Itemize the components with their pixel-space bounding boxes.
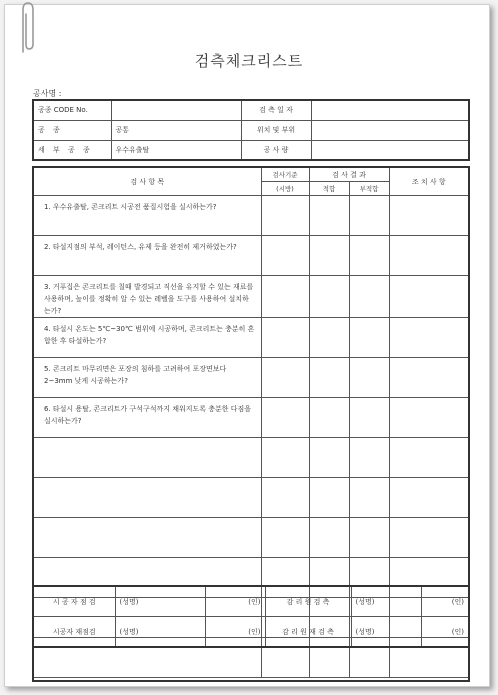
supervisor-name-field[interactable]: (성명) xyxy=(351,586,421,617)
signature-table xyxy=(32,585,470,648)
standard-cell[interactable] xyxy=(261,196,309,236)
col-header-result: 검 사 결 과 xyxy=(309,167,389,182)
fail-cell[interactable] xyxy=(349,196,389,236)
inspector-seal[interactable]: (인) xyxy=(205,586,265,617)
fail-cell[interactable] xyxy=(349,318,389,358)
inspection-date-value[interactable] xyxy=(311,100,469,120)
location-label: 위치 및 부위 xyxy=(241,120,311,140)
standard-cell[interactable] xyxy=(261,318,309,358)
inspector-label: 시 공 자 점 검 xyxy=(33,586,115,617)
fail-cell[interactable] xyxy=(349,276,389,318)
pass-cell[interactable] xyxy=(309,318,349,358)
supervisor-seal[interactable]: (인) xyxy=(421,617,469,648)
pass-cell[interactable] xyxy=(309,196,349,236)
standard-cell[interactable] xyxy=(261,236,309,276)
checklist-row xyxy=(33,236,469,276)
construction-label: 공 사 량 xyxy=(241,140,311,160)
col-header-pass: 적합 xyxy=(309,182,349,196)
action-cell[interactable] xyxy=(389,518,469,558)
standard-cell[interactable] xyxy=(261,518,309,558)
supervisor-seal[interactable]: (인) xyxy=(421,586,469,617)
col-header-standard: 검사기준 xyxy=(261,167,309,182)
document-title: 검측체크리스트 xyxy=(194,52,304,70)
checklist-item-text: 3. 거푸집은 콘크리트를 칠때 발경되고 직선을 유지할 수 있는 재료를 사용하며, 높이를 정확히 알 수 있는 레벨을 도구를 사용하여 설치하는가? xyxy=(33,276,261,318)
checklist-row xyxy=(33,318,469,358)
work-type-value[interactable]: 공통 xyxy=(111,120,241,140)
paperclip-icon xyxy=(16,0,38,56)
fail-cell[interactable] xyxy=(349,236,389,276)
inspector-name-field[interactable]: (성명) xyxy=(115,617,205,648)
inspector-name-field[interactable]: (성명) xyxy=(115,586,205,617)
action-cell[interactable] xyxy=(389,358,469,398)
fail-cell[interactable] xyxy=(349,398,389,438)
pass-cell[interactable] xyxy=(309,236,349,276)
inspection-date-label: 검 측 일 자 xyxy=(241,100,311,120)
col-header-item: 검 사 항 목 xyxy=(33,167,261,196)
checklist-item-text: 1. 우수유출탈, 콘크리트 시공전 품질시험을 실시하는가? xyxy=(33,196,261,236)
checklist-item-text: 5. 콘크리트 마무리면은 포장의 침하를 고려하여 포장면보다 2~3mm 낮게 시공하는가? xyxy=(33,358,261,398)
checklist-item-text: 6. 타설시 용탈, 콘크리트가 구석구석까지 채워지도록 충분한 다짐을 실시하는가? xyxy=(33,398,261,438)
pass-cell[interactable] xyxy=(309,518,349,558)
action-cell[interactable] xyxy=(389,276,469,318)
fail-cell[interactable] xyxy=(349,358,389,398)
standard-cell[interactable] xyxy=(261,398,309,438)
checklist-item-text: 2. 타설지점의 부석, 레이턴스, 유제 등을 완전히 제거하였는가? xyxy=(33,236,261,276)
checklist-row xyxy=(33,518,469,558)
detail-type-label: 세 부 공 종 xyxy=(33,140,111,160)
work-code-label: 공종 CODE No. xyxy=(33,100,111,120)
checklist-item-text: 4. 타설시 온도는 5℃~30℃ 범위에 시공하며, 콘크리트는 충분히 혼합한 후 타설하는가? xyxy=(33,318,261,358)
standard-cell[interactable] xyxy=(261,478,309,518)
header-info-table xyxy=(32,99,470,161)
checklist-row xyxy=(33,196,469,236)
detail-type-value[interactable]: 우수유출탈 xyxy=(111,140,241,160)
pass-cell[interactable] xyxy=(309,358,349,398)
signature-row xyxy=(33,617,469,648)
work-type-label: 공 종 xyxy=(33,120,111,140)
signature-row xyxy=(33,586,469,617)
pass-cell[interactable] xyxy=(309,398,349,438)
checklist-item-text xyxy=(33,438,261,478)
inspector-label: 시공자 재점검 xyxy=(33,617,115,648)
action-cell[interactable] xyxy=(389,196,469,236)
work-code-value[interactable] xyxy=(111,100,241,120)
action-cell[interactable] xyxy=(389,236,469,276)
standard-cell[interactable] xyxy=(261,358,309,398)
action-cell[interactable] xyxy=(389,438,469,478)
action-cell[interactable] xyxy=(389,398,469,438)
supervisor-label: 감 리 원 검 측 xyxy=(265,586,351,617)
action-cell[interactable] xyxy=(389,478,469,518)
checklist-row xyxy=(33,478,469,518)
supervisor-name-field[interactable]: (성명) xyxy=(351,617,421,648)
inspector-seal[interactable]: (인) xyxy=(205,617,265,648)
construction-value[interactable] xyxy=(311,140,469,160)
location-value[interactable] xyxy=(311,120,469,140)
checklist-item-text xyxy=(33,478,261,518)
pass-cell[interactable] xyxy=(309,276,349,318)
checklist-row xyxy=(33,398,469,438)
standard-cell[interactable] xyxy=(261,438,309,478)
fail-cell[interactable] xyxy=(349,438,389,478)
checklist-row xyxy=(33,438,469,478)
col-header-action: 조 치 사 항 xyxy=(389,167,469,196)
pass-cell[interactable] xyxy=(309,478,349,518)
site-name-label: 공사명 : xyxy=(33,89,62,98)
pass-cell[interactable] xyxy=(309,438,349,478)
supervisor-label: 감 리 원 재 검 측 xyxy=(265,617,351,648)
fail-cell[interactable] xyxy=(349,478,389,518)
fail-cell[interactable] xyxy=(349,518,389,558)
action-cell[interactable] xyxy=(389,318,469,358)
col-header-standard-sub: (시방) xyxy=(261,182,309,196)
standard-cell[interactable] xyxy=(261,276,309,318)
checklist-row xyxy=(33,358,469,398)
checklist-item-text xyxy=(33,518,261,558)
col-header-fail: 부적합 xyxy=(349,182,389,196)
checklist-row xyxy=(33,276,469,318)
